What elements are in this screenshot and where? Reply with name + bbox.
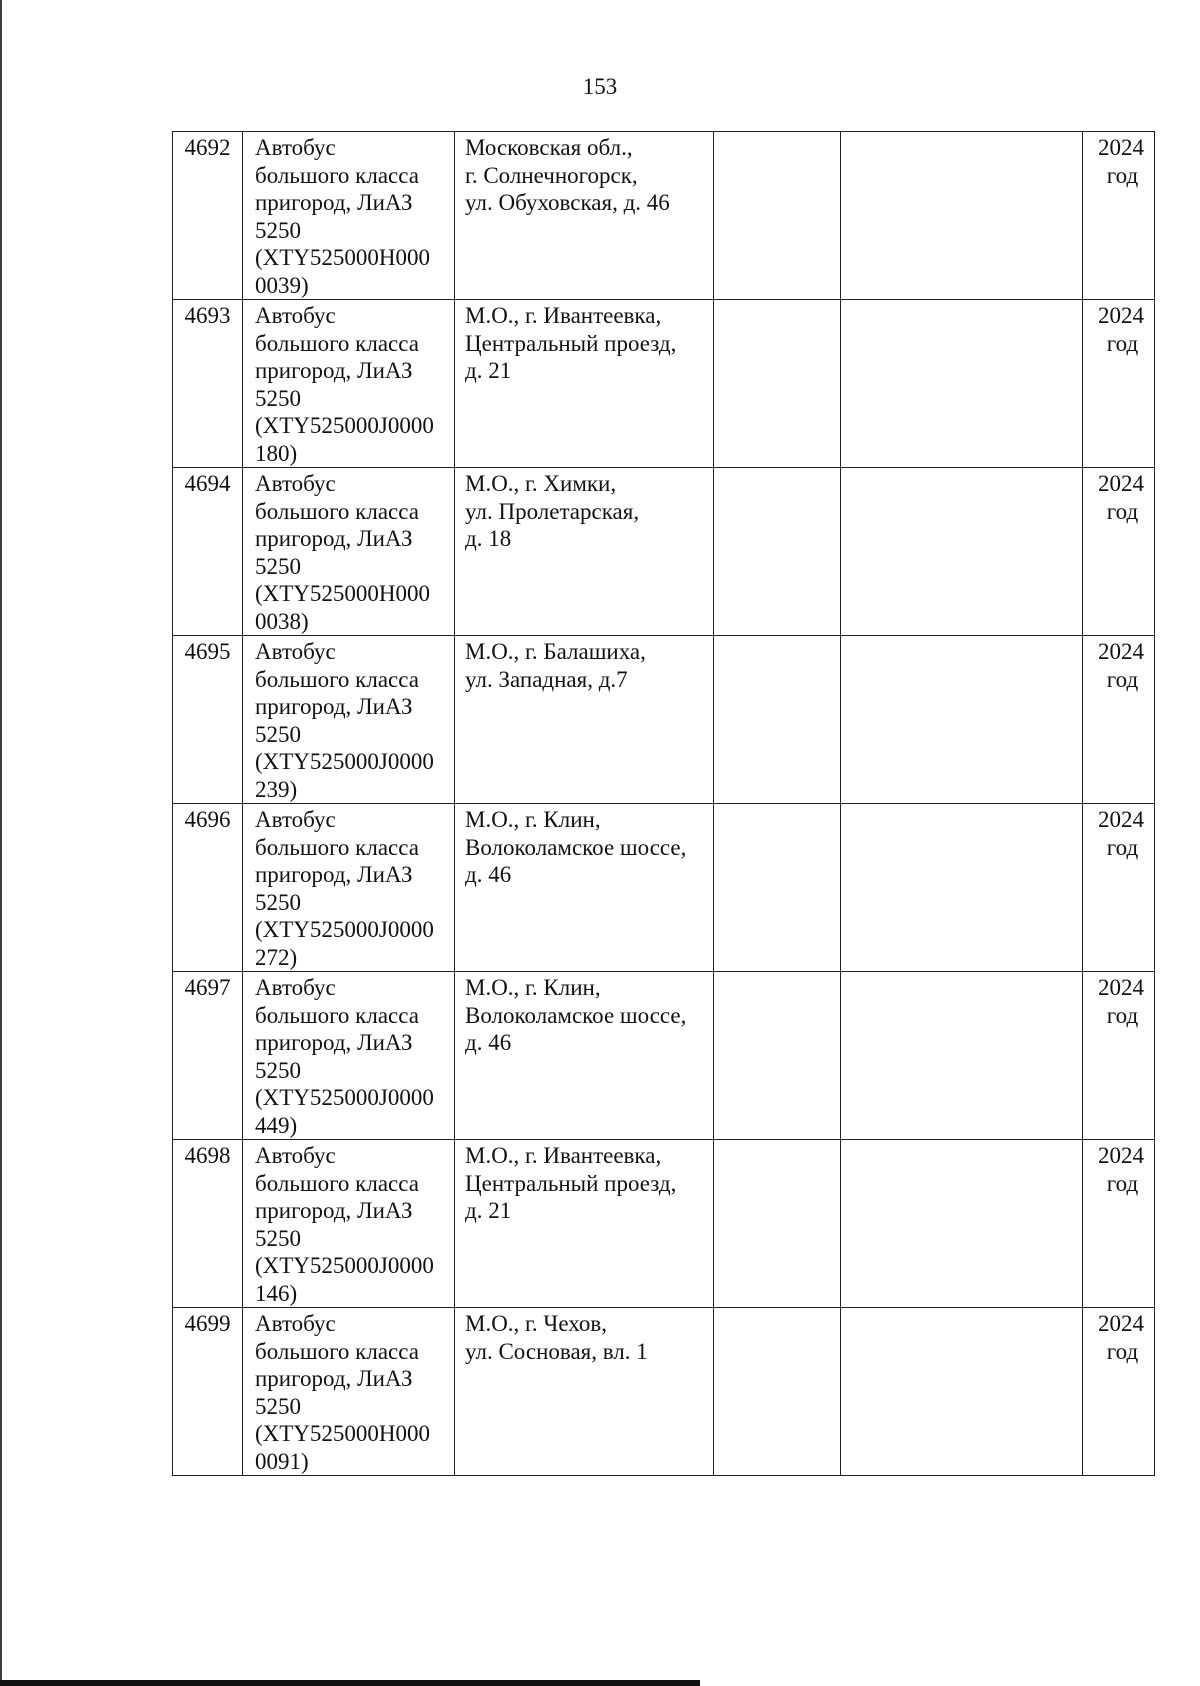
vehicle-name-line: 0091) [255, 1448, 309, 1474]
address-line: М.О., г. Чехов, [465, 1311, 607, 1336]
vehicle-name-cell [243, 804, 455, 972]
registry-table [172, 131, 1155, 1476]
row-number-cell: 4694 [173, 468, 243, 636]
address-line: д. 21 [465, 1198, 512, 1223]
vehicle-name-line: (XTY525000H000 [255, 245, 431, 270]
vehicle-name-line: 5250 [255, 721, 301, 747]
vehicle-name-line: 5250 [255, 553, 301, 579]
vehicle-name-line: 449) [255, 1112, 298, 1138]
empty-cell [714, 636, 841, 804]
address-line: М.О., г. Химки, [465, 471, 617, 496]
vehicle-name-line: (XTY525000H000 [255, 1421, 431, 1446]
vehicle-name-line: (XTY525000J0000 [255, 1253, 434, 1278]
address-line: ул. Пролетарская, [465, 498, 640, 524]
table-row [173, 804, 1155, 972]
vehicle-name-line: большого класса [255, 1338, 419, 1364]
address-line: М.О., г. Балашиха, [465, 639, 646, 664]
empty-cell [841, 636, 1083, 804]
address-cell [455, 300, 714, 468]
empty-cell [714, 972, 841, 1140]
deadline-cell [1083, 468, 1155, 636]
vehicle-name-line: пригород, ЛиАЗ [255, 1366, 413, 1391]
address-cell [455, 804, 714, 972]
vehicle-name-line: 0039) [255, 272, 309, 298]
vehicle-name-line: (XTY525000J0000 [255, 749, 434, 774]
empty-cell [841, 972, 1083, 1140]
row-number-cell: 4695 [173, 636, 243, 804]
vehicle-name-line: Автобус [255, 975, 336, 1000]
address-cell [455, 132, 714, 300]
row-number-cell: 4699 [173, 1308, 243, 1476]
vehicle-name-line: пригород, ЛиАЗ [255, 190, 413, 215]
vehicle-name-cell [243, 1140, 455, 1308]
vehicle-name-line: (XTY525000J0000 [255, 917, 434, 942]
row-number-cell: 4697 [173, 972, 243, 1140]
vehicle-name-line: Автобус [255, 303, 336, 328]
vehicle-name-line: 5250 [255, 889, 301, 915]
vehicle-name-cell [243, 1308, 455, 1476]
deadline-unit: год [1106, 834, 1139, 860]
deadline-unit: год [1106, 498, 1139, 524]
vehicle-name-line: 5250 [255, 217, 301, 243]
address-cell [455, 1140, 714, 1308]
deadline-cell [1083, 300, 1155, 468]
deadline-unit: год [1106, 1338, 1139, 1364]
address-line: Центральный проезд, [465, 1170, 677, 1196]
deadline-year: 2024 [1098, 135, 1144, 160]
deadline-unit: год [1106, 666, 1139, 692]
vehicle-name-cell [243, 300, 455, 468]
empty-cell [841, 804, 1083, 972]
address-line: д. 18 [465, 526, 512, 551]
vehicle-name-line: Автобус [255, 807, 336, 832]
table-row [173, 636, 1155, 804]
vehicle-name-line: Автобус [255, 639, 336, 664]
table-row [173, 132, 1155, 300]
vehicle-name-line: 5250 [255, 1057, 301, 1083]
vehicle-name-line: 239) [255, 776, 298, 802]
vehicle-name-line: пригород, ЛиАЗ [255, 1030, 413, 1055]
address-line: Московская обл., [465, 135, 633, 160]
vehicle-name-line: большого класса [255, 162, 419, 188]
table-row [173, 1308, 1155, 1476]
vehicle-name-line: 180) [255, 440, 298, 466]
vehicle-name-line: большого класса [255, 834, 419, 860]
deadline-year: 2024 [1098, 807, 1144, 832]
deadline-cell [1083, 804, 1155, 972]
table-row [173, 1140, 1155, 1308]
row-number-cell: 4692 [173, 132, 243, 300]
vehicle-name-line: Автобус [255, 1143, 336, 1168]
address-line: ул. Сосновая, вл. 1 [465, 1338, 648, 1364]
vehicle-name-cell [243, 972, 455, 1140]
empty-cell [714, 468, 841, 636]
table-row [173, 468, 1155, 636]
address-line: М.О., г. Ивантеевка, [465, 303, 662, 328]
vehicle-name-line: большого класса [255, 330, 419, 356]
vehicle-name-line: большого класса [255, 1002, 419, 1028]
vehicle-name-line: большого класса [255, 498, 419, 524]
empty-cell [714, 1140, 841, 1308]
vehicle-name-line: (XTY525000J0000 [255, 413, 434, 438]
address-line: г. Солнечногорск, [465, 162, 638, 188]
vehicle-name-line: пригород, ЛиАЗ [255, 694, 413, 719]
vehicle-name-line: большого класса [255, 1170, 419, 1196]
deadline-year: 2024 [1098, 1311, 1144, 1336]
address-line: ул. Западная, д.7 [465, 666, 628, 692]
address-line: Центральный проезд, [465, 330, 677, 356]
vehicle-name-line: пригород, ЛиАЗ [255, 862, 413, 887]
deadline-year: 2024 [1098, 1143, 1144, 1168]
address-line: М.О., г. Клин, [465, 807, 601, 832]
empty-cell [714, 1308, 841, 1476]
deadline-cell [1083, 1140, 1155, 1308]
address-cell [455, 972, 714, 1140]
registry-table-body [173, 132, 1155, 1476]
address-line: д. 21 [465, 358, 512, 383]
address-line: д. 46 [465, 1030, 512, 1055]
vehicle-name-line: Автобус [255, 471, 336, 496]
vehicle-name-cell [243, 636, 455, 804]
address-line: Волоколамское шоссе, [465, 834, 687, 860]
empty-cell [841, 1140, 1083, 1308]
empty-cell [714, 132, 841, 300]
deadline-year: 2024 [1098, 303, 1144, 328]
deadline-cell [1083, 1308, 1155, 1476]
deadline-unit: год [1106, 330, 1139, 356]
address-cell [455, 468, 714, 636]
address-cell [455, 1308, 714, 1476]
address-line: д. 46 [465, 862, 512, 887]
empty-cell [841, 300, 1083, 468]
address-line: ул. Обуховская, д. 46 [465, 190, 670, 215]
vehicle-name-line: (XTY525000H000 [255, 581, 431, 606]
deadline-unit: год [1106, 162, 1139, 188]
scan-edge-bottom [0, 1680, 700, 1686]
address-cell [455, 636, 714, 804]
deadline-cell [1083, 132, 1155, 300]
vehicle-name-cell [243, 132, 455, 300]
deadline-cell [1083, 972, 1155, 1140]
vehicle-name-line: большого класса [255, 666, 419, 692]
empty-cell [714, 804, 841, 972]
vehicle-name-cell [243, 468, 455, 636]
vehicle-name-line: Автобус [255, 135, 336, 160]
deadline-unit: год [1106, 1002, 1139, 1028]
vehicle-name-line: пригород, ЛиАЗ [255, 358, 413, 383]
vehicle-name-line: 272) [255, 944, 298, 970]
vehicle-name-line: 5250 [255, 1225, 301, 1251]
empty-cell [714, 300, 841, 468]
empty-cell [841, 468, 1083, 636]
vehicle-name-line: пригород, ЛиАЗ [255, 526, 413, 551]
deadline-year: 2024 [1098, 471, 1144, 496]
address-line: М.О., г. Ивантеевка, [465, 1143, 662, 1168]
page-number: 153 [582, 74, 618, 99]
vehicle-name-line: 5250 [255, 385, 301, 411]
empty-cell [841, 132, 1083, 300]
deadline-unit: год [1106, 1170, 1139, 1196]
vehicle-name-line: 5250 [255, 1393, 301, 1419]
row-number-cell: 4693 [173, 300, 243, 468]
vehicle-name-line: (XTY525000J0000 [255, 1085, 434, 1110]
row-number-cell: 4698 [173, 1140, 243, 1308]
vehicle-name-line: Автобус [255, 1311, 336, 1336]
vehicle-name-line: пригород, ЛиАЗ [255, 1198, 413, 1223]
empty-cell [841, 1308, 1083, 1476]
table-row [173, 972, 1155, 1140]
vehicle-name-line: 0038) [255, 608, 309, 634]
scan-edge-left [0, 0, 2, 1686]
table-row [173, 300, 1155, 468]
address-line: Волоколамское шоссе, [465, 1002, 687, 1028]
deadline-year: 2024 [1098, 975, 1144, 1000]
address-line: М.О., г. Клин, [465, 975, 601, 1000]
vehicle-name-line: 146) [255, 1280, 298, 1306]
row-number-cell: 4696 [173, 804, 243, 972]
deadline-year: 2024 [1098, 639, 1144, 664]
deadline-cell [1083, 636, 1155, 804]
